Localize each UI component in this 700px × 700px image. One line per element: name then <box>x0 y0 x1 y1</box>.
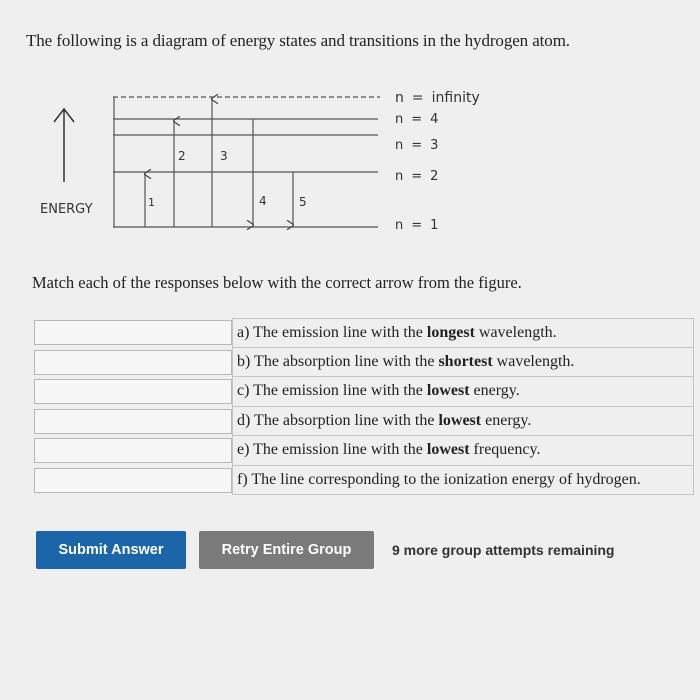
arrow-label-5: 5 <box>299 195 307 209</box>
response-row-a <box>34 318 694 348</box>
response-label-a: a) The emission line with the longest wavelength. <box>232 318 694 348</box>
arrow-label-1: 1 <box>148 196 155 209</box>
response-label-c: c) The emission line with the lowest energy. <box>232 377 694 407</box>
level-labels <box>395 90 480 233</box>
level-label-n1: n = 1 <box>395 218 439 233</box>
energy-level-diagram <box>0 0 700 260</box>
response-label-b: b) The absorption line with the shortest wavelength. <box>232 348 694 378</box>
response-row-d <box>34 407 694 437</box>
level-label-infinity: n = infinity <box>395 90 480 106</box>
response-row-c <box>34 377 694 407</box>
response-list <box>34 318 694 495</box>
answer-input-f[interactable] <box>34 468 232 493</box>
arrow-label-4: 4 <box>259 194 267 208</box>
retry-group-button[interactable]: Retry Entire Group <box>199 531 374 569</box>
arrow-label-2: 2 <box>178 149 186 163</box>
submit-answer-button[interactable]: Submit Answer <box>36 531 186 569</box>
answer-input-c[interactable] <box>34 379 232 404</box>
response-row-f <box>34 466 694 496</box>
answer-input-b[interactable] <box>34 350 232 375</box>
transition-arrows <box>145 99 293 227</box>
response-row-b <box>34 348 694 378</box>
energy-label: ENERGY <box>40 202 93 217</box>
response-label-f: f) The line corresponding to the ionization energy of hydrogen. <box>232 466 694 496</box>
level-label-n2: n = 2 <box>395 169 439 184</box>
answer-input-d[interactable] <box>34 409 232 434</box>
response-label-e: e) The emission line with the lowest frequency. <box>232 436 694 466</box>
arrow-label-3: 3 <box>220 149 228 163</box>
question-prompt: The following is a diagram of energy states and transitions in the hydrogen atom. <box>26 31 570 50</box>
match-instruction: Match each of the responses below with the correct arrow from the figure. <box>32 273 522 292</box>
level-label-n4: n = 4 <box>395 112 439 127</box>
response-row-e <box>34 436 694 466</box>
answer-input-a[interactable] <box>34 320 232 345</box>
attempts-remaining-text: 9 more group attempts remaining <box>392 542 615 558</box>
answer-input-e[interactable] <box>34 438 232 463</box>
energy-axis-arrow <box>54 109 74 182</box>
level-label-n3: n = 3 <box>395 138 439 153</box>
response-label-d: d) The absorption line with the lowest energy. <box>232 407 694 437</box>
